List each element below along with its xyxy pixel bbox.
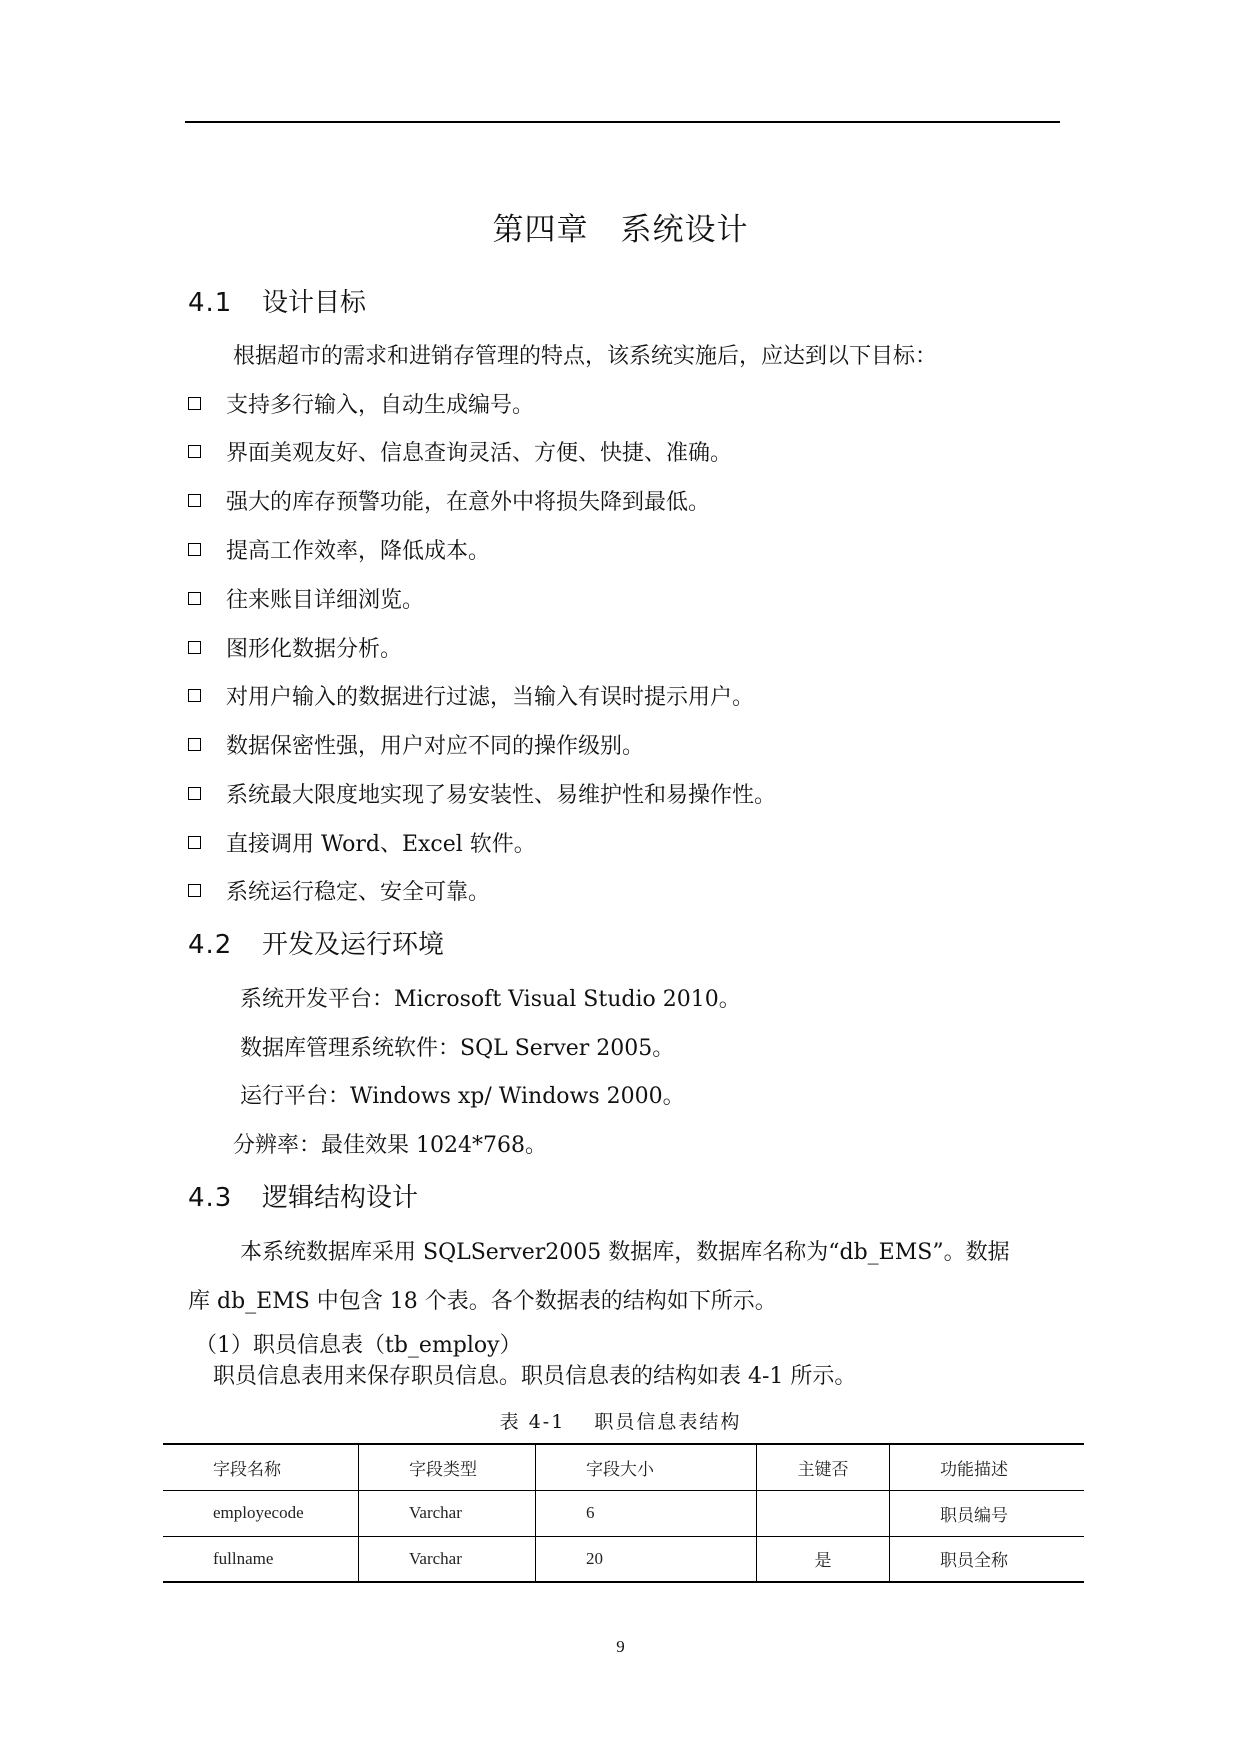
environment-line: 数据库管理系统软件：SQL Server 2005。 <box>240 1036 675 1061</box>
list-item: 系统最大限度地实现了易安装性、易维护性和易操作性。 <box>188 781 776 811</box>
environment-line: 运行平台：Windows xp/ Windows 2000。 <box>240 1084 685 1109</box>
table-row <box>163 1490 1084 1536</box>
list-item: 往来账目详细浏览。 <box>188 586 424 616</box>
table-cell: Varchar <box>359 1536 536 1582</box>
section-title: 设计目标 <box>262 288 367 318</box>
checkbox-bullet-icon <box>188 836 201 849</box>
checkbox-bullet-icon <box>188 592 201 605</box>
environment-line: 系统开发平台：Microsoft Visual Studio 2010。 <box>240 987 741 1012</box>
checkbox-bullet-icon <box>188 494 201 507</box>
section-number: 4.2 <box>188 930 233 960</box>
chapter-title: 第四章 系统设计 <box>492 212 749 248</box>
table-header-cell: 字段类型 <box>359 1444 536 1490</box>
section-title: 开发及运行环境 <box>262 930 445 960</box>
checkbox-bullet-icon <box>188 738 201 751</box>
list-item: 强大的库存预警功能，在意外中将损失降到最低。 <box>188 488 710 518</box>
table-caption: 表 4-1 职员信息表结构 <box>499 1411 742 1433</box>
table-cell: 20 <box>536 1536 757 1582</box>
list-item: 数据保密性强，用户对应不同的操作级别。 <box>188 732 644 762</box>
table-header-cell: 功能描述 <box>890 1444 1085 1490</box>
page-number: 9 <box>616 1637 625 1656</box>
table-cell <box>757 1490 890 1536</box>
checkbox-bullet-icon <box>188 543 201 556</box>
logic-paragraph-line-2: 库 db_EMS 中包含 18 个表。各个数据表的结构如下所示。 <box>188 1289 777 1314</box>
section-heading-4-1 <box>188 286 366 320</box>
checkbox-bullet-icon <box>188 641 201 654</box>
checkbox-bullet-icon <box>188 445 201 458</box>
section-number: 4.1 <box>188 288 233 318</box>
table-cell: 6 <box>536 1490 757 1536</box>
list-item: 直接调用 Word、Excel 软件。 <box>188 830 536 860</box>
logic-paragraph-line-1: 本系统数据库采用 SQLServer2005 数据库，数据库名称为“db_EMS”。数据 <box>240 1240 1010 1265</box>
checkbox-bullet-icon <box>188 787 201 800</box>
checkbox-bullet-icon <box>188 397 201 410</box>
list-item: 提高工作效率，降低成本。 <box>188 537 490 567</box>
header-rule <box>185 121 1060 123</box>
list-item: 界面美观友好、信息查询灵活、方便、快捷、准确。 <box>188 439 732 469</box>
section-number: 4.3 <box>188 1183 233 1213</box>
table-header-cell: 字段大小 <box>536 1444 757 1490</box>
list-item: 支持多行输入，自动生成编号。 <box>188 391 534 421</box>
section-title: 逻辑结构设计 <box>262 1183 419 1213</box>
table-cell: Varchar <box>359 1490 536 1536</box>
goals-intro: 根据超市的需求和进销存管理的特点，该系统实施后，应达到以下目标： <box>233 344 938 369</box>
list-item: 图形化数据分析。 <box>188 635 402 665</box>
list-item: 系统运行稳定、安全可靠。 <box>188 878 490 908</box>
table-cell: employecode <box>163 1490 359 1536</box>
section-heading-4-3 <box>188 1181 418 1215</box>
table-header-cell: 字段名称 <box>163 1444 359 1490</box>
employee-table <box>163 1443 1084 1583</box>
checkbox-bullet-icon <box>188 689 201 702</box>
subsection-paragraph: 职员信息表用来保存职员信息。职员信息表的结构如表 4-1 所示。 <box>213 1364 857 1389</box>
table-cell: fullname <box>163 1536 359 1582</box>
checkbox-bullet-icon <box>188 884 201 897</box>
list-item: 对用户输入的数据进行过滤，当输入有误时提示用户。 <box>188 683 754 713</box>
table-cell: 职员全称 <box>890 1536 1085 1582</box>
section-heading-4-2 <box>188 928 444 962</box>
environment-line: 分辨率：最佳效果 1024*768。 <box>233 1133 547 1158</box>
table-cell: 职员编号 <box>890 1490 1085 1536</box>
table-row <box>163 1536 1084 1582</box>
table-header-cell: 主键否 <box>757 1444 890 1490</box>
subsection-title: （1）职员信息表（tb_employ） <box>195 1333 522 1358</box>
table-header-row <box>163 1444 1084 1490</box>
table-cell: 是 <box>757 1536 890 1582</box>
